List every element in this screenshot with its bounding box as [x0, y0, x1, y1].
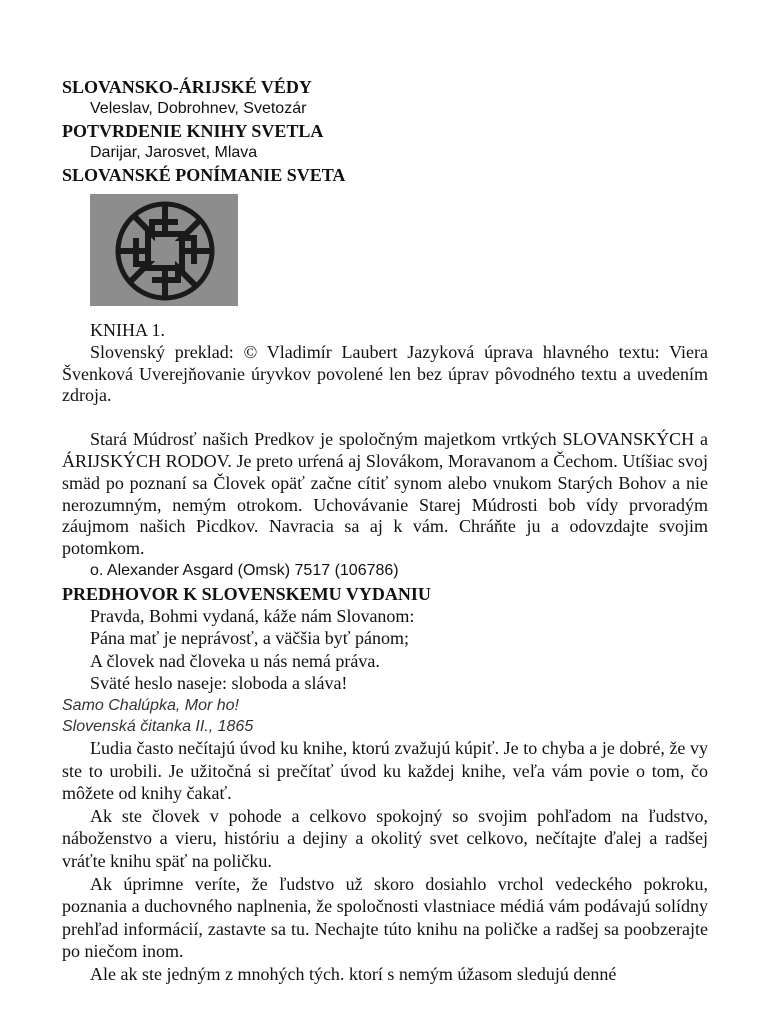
authors-line: Darijar, Jarosvet, Mlava: [90, 144, 258, 161]
book-label: KNIHA 1.: [90, 320, 165, 340]
body-paragraph: Ale ak ste jedným z mnohých tých. ktorí s nemým úžasom sledujú denné: [90, 963, 617, 984]
citation-line: Slovenská čitanka II., 1865: [62, 717, 254, 735]
verse-line: Sväté heslo naseje: sloboda a sláva!: [90, 673, 348, 694]
body-paragraph: Ľudia často nečítajú úvod ku knihe, ktorú zvažujú kúpiť. Je to chyba a je dobré, že vy ste to urobili. Je užitočná si prečítať úvod ku každej knihe, veľa vám povie o tom, čo môžete od knihy čakať.: [62, 737, 708, 804]
verse-line: Pravda, Bohmi vydaná, káže nám Slovanom:: [90, 605, 415, 626]
book-title: SLOVANSKO-ÁRIJSKÉ VÉDY: [62, 77, 312, 97]
foreword-title: PREDHOVOR K SLOVENSKEMU VYDANIU: [62, 583, 431, 604]
interlaced-cross-in-circle-icon: [90, 194, 238, 306]
document-page: [62, 76, 708, 986]
verse-line: A človek nad človeka u nás nemá práva.: [90, 650, 380, 671]
book-subtitle: POTVRDENIE KNIHY SVETLA: [62, 121, 324, 141]
citation-line: Samo Chalúpka, Mor ho!: [62, 696, 239, 714]
credits-paragraph: Slovenský preklad: © Vladimír Laubert Jazyková úprava hlavného textu: Viera Švenková Uverejňovanie úryvkov povolené len bez úprav pôvodného textu a uvedením zdroja.: [62, 341, 708, 406]
intro-paragraph: Stará Múdrosť našich Predkov je spoločným majetkom vrtkých SLOVANSKÝCH a ÁRIJSKÝCH RODOV. Je preto urŕená aj Slovákom, Moravanom a Čechom. Utíšiac svoj smäd po poznaní sa Človek opäť začne cítiť synom alebo vnukom Starých Bohov a nie nerozumným, nemým otrokom. Uchovávanie Starej Múdrosti bob vídy prvoradým záujmom našich Picdkov. Navracia sa aj k vám. Chráňte ju a odovzdajte svojim potomkom.: [62, 429, 708, 559]
verse-line: Pána mať je neprávosť, a väčšia byť pánom;: [90, 628, 409, 649]
authors-line: Veleslav, Dobrohnev, Svetozár: [90, 100, 307, 117]
signature-line: o. Alexander Asgard (Omsk) 7517 (106786): [90, 561, 399, 579]
body-paragraph: Ak ste človek v pohode a celkovo spokojný so svojim pohľadom na ľudstvo, náboženstvo a vieru, históriu a dejiny a okolitý svet celkovo, nečítajte ďalej a radšej vráťte knihu späť na poličku.: [62, 805, 708, 871]
section-title: SLOVANSKÉ PONÍMANIE SVETA: [62, 165, 346, 185]
body-paragraph: Ak úprimne veríte, že ľudstvo už skoro dosiahlo vrchol vedeckého pokroku, poznania a duchovného naplnenia, že spoločnosti vlastniace médiá vám podávajú solídny prehľad informácií, zastavte sa tu. Nechajte túto knihu na poličke a radšej sa poobzerajte po niečom inom.: [62, 873, 708, 962]
